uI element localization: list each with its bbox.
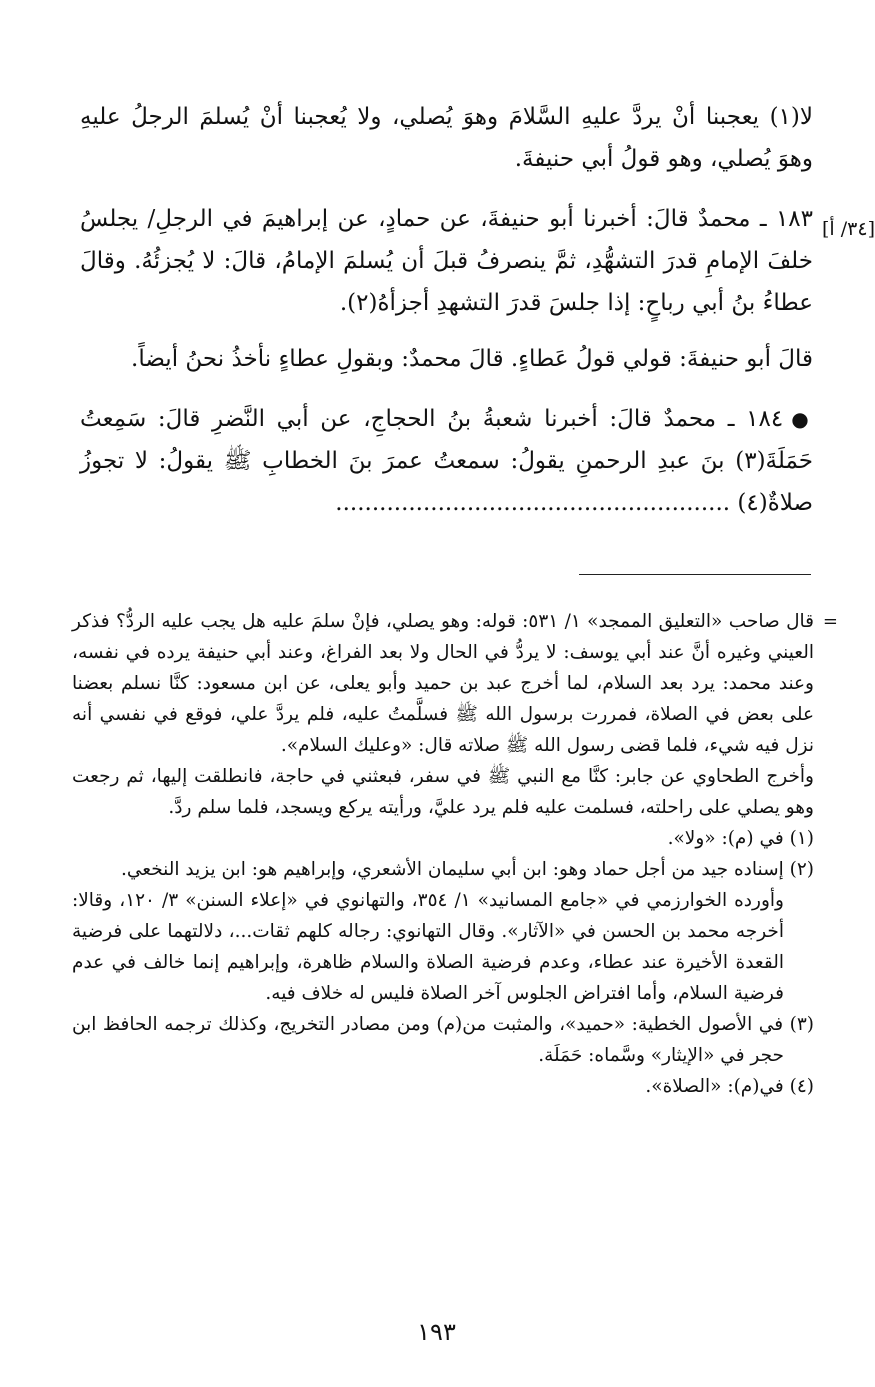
footnote-1: (١) في (م): «ولا». <box>667 828 814 849</box>
footnotes <box>72 606 838 1102</box>
paragraph-183: ١٨٣ ـ محمدٌ قالَ: أخبرنا أبو حنيفةَ، عن حمادٍ، عن إبراهيمَ في الرجلِ/ يجلسُ خلفَ الإمامِ قدرَ التشهُّدِ، ثمَّ ينصرفُ قبلَ أن يُسلمَ الإمامُ، قالَ: لا يُجزئُهُ. وقالَ عطاءُ بنُ أبي رباحٍ: إذا جلسَ قدرَ التشهدِ أجزأهُ(٢). <box>80 206 813 316</box>
paragraph-abu-hanifa-saying: قالَ أبو حنيفةَ: قولي قولُ عَطاءٍ. قالَ محمدٌ: وبقولِ عطاءٍ نأخذُ نحنُ أيضاً. <box>131 346 813 372</box>
paragraph-184-text: ١٨٤ ـ محمدٌ قالَ: أخبرنا شعبةُ بنُ الحجاجِ، عن أبي النَّضرِ قالَ: سَمِعتُ حَمَلَةَ(٣) بنَ عبدِ الرحمنِ يقولُ: سمعتُ عمرَ بنَ الخطابِ ﷺ يقولُ: لا تجوزُ صلاةٌ(٤) <box>80 406 813 516</box>
margin-manuscript-reference: [٣٤/ أ] <box>822 218 875 240</box>
footnote-2: (٢) إسناده جيد من أجل حماد وهو: ابن أبي سليمان الأشعري، وإبراهيم هو: ابن يزيد النخعي. <box>120 859 814 880</box>
footnote-3: (٣) في الأصول الخطية: «حميد»، والمثبت من(م) ومن مصادر التخريج، وكذلك ترجمه الحافظ ابن حجر في «الإيثار» وسَّماه: حَمَلَة. <box>72 1014 814 1066</box>
footnote-continued-a: قال صاحب «التعليق الممجد» ١/ ٥٣١: قوله: وهو يصلي، فإنْ سلمَ عليه هل يجب عليه الردُّ؟ فذكر العيني وغيره أنَّ عند أبي يوسف: لا يردُّ في الحال ولا بعد الفراغ، وعند أبي حنيفة يرده في نفسه، وعند محمد: يرد بعد السلام، لما أخرج عبد بن حميد وأبو يعلى، عن ابن مسعود: كنَّا نسلم بعضنا على بعض في الصلاة، فمررت برسول الله ﷺ فسلَّمتُ عليه، فلم يردَّ علي، فوقع في نفسي أنه نزل فيه شيء، فلما قضى رسول الله ﷺ صلاته قال: «وعليك السلام». <box>72 611 814 756</box>
main-text <box>80 96 813 538</box>
paragraph-184 <box>80 398 813 524</box>
bullet-icon: ● <box>791 407 814 431</box>
footnote-separator <box>579 574 811 575</box>
footnote-4: (٤) في(م): «الصلاة». <box>645 1076 814 1097</box>
paragraph-1: لا(١) يعجبنا أنْ يردَّ عليهِ السَّلامَ وهوَ يُصلي، ولا يُعجبنا أنْ يُسلمَ الرجلُ عليهِ وهوَ يُصلي، وهو قولُ أبي حنيفةَ. <box>80 104 813 172</box>
footnote-2-continued: وأورده الخوارزمي في «جامع المسانيد» ١/ ٣٥٤، والتهانوي في «إعلاء السنن» ٣/ ١٢٠، وقالا: أخرجه محمد بن الحسن في «الآثار». وقال التهانوي: رجاله كلهم ثقات...، دلالتهما على فرضية القعدة الأخيرة عند عطاء، وعدم فرضية الصلاة والسلام ظاهرة، وإبراهيم إنما خالف في عدم فرضية السلام، وأما افتراض الجلوس آخر الصلاة فليس له خلاف فيه. <box>72 890 784 1004</box>
footnote-continued-b: وأخرج الطحاوي عن جابر: كنَّا مع النبي ﷺ في سفر، فبعثني في حاجة، فانطلقت إليها، ثم رجعت وهو يصلي على راحلته، فسلمت عليه فلم يرد عليَّ، ورأيته يركع ويسجد، فلما سلم ردَّ. <box>72 766 814 818</box>
page-number: ١٩٣ <box>417 1318 456 1346</box>
continuation-mark: = <box>822 611 838 632</box>
continuation-dots: ...................................................... <box>335 490 731 516</box>
